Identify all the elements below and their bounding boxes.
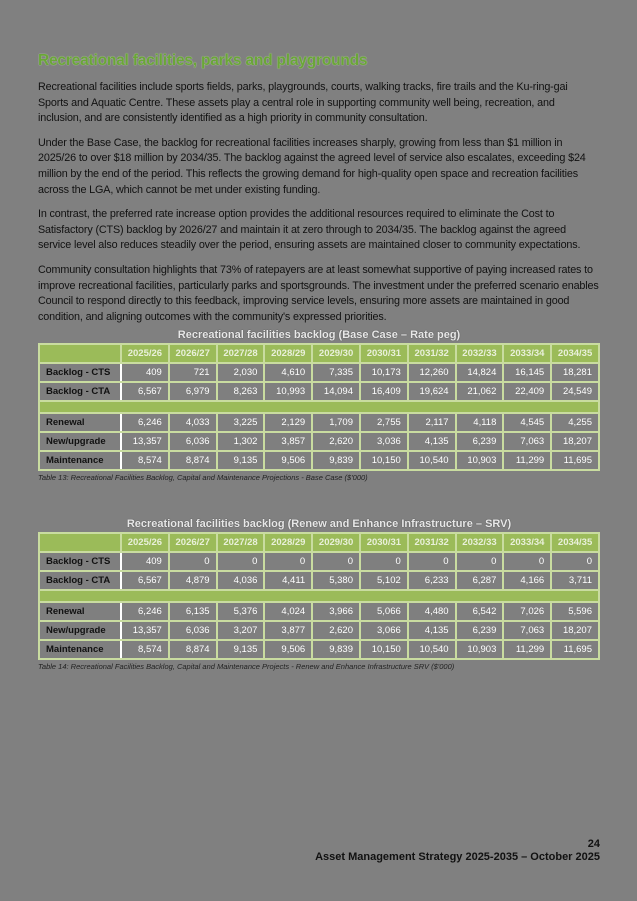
- cell-value: 12,260: [408, 363, 456, 382]
- table-row: [39, 413, 599, 432]
- cell-value: 4,036: [217, 571, 265, 590]
- cell-value: 5,102: [360, 571, 408, 590]
- column-header: 2027/28: [217, 344, 265, 363]
- paragraph-preferred-option: In contrast, the preferred rate increase option provides the additional resources required to eliminate the Cost to Satisfactory (CTS) backlog by 2026/27 and maintain it at zero through to 2034/35. The backlog against the agreed service level also reduces steadily over the period, ensuring assets are maintained closer to community expectations.: [38, 208, 581, 252]
- column-header: 2026/27: [169, 533, 217, 552]
- cell-value: 0: [360, 552, 408, 571]
- cell-value: 8,263: [217, 382, 265, 401]
- cell-value: 16,145: [503, 363, 551, 382]
- cell-value: 9,839: [312, 451, 360, 470]
- table-base-case: [38, 343, 600, 471]
- cell-value: 4,135: [408, 432, 456, 451]
- cell-value: 2,620: [312, 621, 360, 640]
- cell-value: 409: [121, 552, 169, 571]
- column-header: 2030/31: [360, 533, 408, 552]
- cell-value: 9,135: [217, 451, 265, 470]
- cell-value: 11,299: [503, 640, 551, 659]
- cell-value: 0: [503, 552, 551, 571]
- cell-value: 9,506: [264, 640, 312, 659]
- cell-value: 6,239: [456, 432, 504, 451]
- cell-value: 4,255: [551, 413, 599, 432]
- cell-value: 409: [121, 363, 169, 382]
- cell-value: 1,709: [312, 413, 360, 432]
- row-label: Backlog - CTA: [39, 571, 121, 590]
- cell-value: 11,695: [551, 451, 599, 470]
- cell-value: 6,036: [169, 621, 217, 640]
- cell-value: 4,166: [503, 571, 551, 590]
- cell-value: 8,574: [121, 640, 169, 659]
- cell-value: 7,063: [503, 621, 551, 640]
- column-header: 2032/33: [456, 533, 504, 552]
- cell-value: 10,540: [408, 451, 456, 470]
- cell-value: 5,380: [312, 571, 360, 590]
- column-header: 2028/29: [264, 344, 312, 363]
- cell-value: 6,542: [456, 602, 504, 621]
- cell-value: 3,966: [312, 602, 360, 621]
- cell-value: 3,857: [264, 432, 312, 451]
- cell-value: 7,026: [503, 602, 551, 621]
- cell-value: 5,596: [551, 602, 599, 621]
- cell-value: 10,173: [360, 363, 408, 382]
- cell-value: 14,824: [456, 363, 504, 382]
- page-footer: [315, 838, 600, 864]
- cell-value: 4,411: [264, 571, 312, 590]
- cell-value: 3,877: [264, 621, 312, 640]
- table-row: [39, 382, 599, 401]
- row-label: New/upgrade: [39, 621, 121, 640]
- cell-value: 7,063: [503, 432, 551, 451]
- table-srv-block: [38, 518, 600, 671]
- cell-value: 6,246: [121, 602, 169, 621]
- cell-value: 0: [408, 552, 456, 571]
- cell-value: 3,711: [551, 571, 599, 590]
- cell-value: 10,540: [408, 640, 456, 659]
- cell-value: 6,567: [121, 382, 169, 401]
- table-header-row: [39, 344, 599, 363]
- cell-value: 1,302: [217, 432, 265, 451]
- spacer-cell: [39, 590, 599, 602]
- paragraph-consultation: Community consultation highlights that 73% of ratepayers are at least somewhat supportive of paying increased rates to improve recreational facilities, particularly parks and sportsgrounds. The investment under the preferred scenario enables Council to respond directly to this feedback, improving service levels, ensuring more assets are maintained in good condition, and aligning outcomes with the community's expressed priorities.: [38, 263, 599, 323]
- cell-value: 0: [169, 552, 217, 571]
- section-heading: Recreational facilities, parks and playgrounds: [38, 52, 368, 69]
- cell-value: 2,117: [408, 413, 456, 432]
- cell-value: 8,874: [169, 451, 217, 470]
- cell-value: 3,036: [360, 432, 408, 451]
- cell-value: 2,755: [360, 413, 408, 432]
- row-label: Maintenance: [39, 640, 121, 659]
- table-row: [39, 621, 599, 640]
- row-label: Backlog - CTS: [39, 363, 121, 382]
- cell-value: 4,118: [456, 413, 504, 432]
- cell-value: 7,335: [312, 363, 360, 382]
- cell-value: 0: [264, 552, 312, 571]
- column-header: 2031/32: [408, 344, 456, 363]
- cell-value: 6,036: [169, 432, 217, 451]
- cell-value: 10,903: [456, 640, 504, 659]
- document-title: Asset Management Strategy 2025-2035 – October 2025: [315, 851, 600, 863]
- row-label: Backlog - CTA: [39, 382, 121, 401]
- cell-value: 6,135: [169, 602, 217, 621]
- table-title: Recreational facilities backlog (Renew and Enhance Infrastructure – SRV): [126, 518, 512, 531]
- cell-value: 6,233: [408, 571, 456, 590]
- paragraph-intro: Recreational facilities include sports fields, parks, playgrounds, courts, walking tracks, fire trails and the Ku-ring-gai Sports and Aquatic Centre. These assets play a central role in supporting community well being, recreation, and inclusion, and are consistently identified as a high priority in community consultation.: [38, 81, 568, 125]
- cell-value: 4,135: [408, 621, 456, 640]
- cell-value: 6,567: [121, 571, 169, 590]
- cell-value: 6,979: [169, 382, 217, 401]
- cell-value: 8,574: [121, 451, 169, 470]
- row-label: Maintenance: [39, 451, 121, 470]
- column-header: 2029/30: [312, 533, 360, 552]
- cell-value: 6,287: [456, 571, 504, 590]
- cell-value: 2,129: [264, 413, 312, 432]
- table-header-row: [39, 533, 599, 552]
- row-label: Backlog - CTS: [39, 552, 121, 571]
- cell-value: 16,409: [360, 382, 408, 401]
- row-label: New/upgrade: [39, 432, 121, 451]
- column-header: 2025/26: [121, 344, 169, 363]
- cell-value: 0: [456, 552, 504, 571]
- cell-value: 11,695: [551, 640, 599, 659]
- table-row: [39, 363, 599, 382]
- column-header: 2027/28: [217, 533, 265, 552]
- page-content: [38, 52, 600, 671]
- cell-value: 8,874: [169, 640, 217, 659]
- cell-value: 0: [551, 552, 599, 571]
- cell-value: 19,624: [408, 382, 456, 401]
- table-spacer-row: [39, 401, 599, 413]
- column-header: 2034/35: [551, 533, 599, 552]
- column-header: 2029/30: [312, 344, 360, 363]
- column-header: 2030/31: [360, 344, 408, 363]
- table-srv: [38, 532, 600, 660]
- column-header: [39, 533, 121, 552]
- cell-value: 6,239: [456, 621, 504, 640]
- column-header: 2031/32: [408, 533, 456, 552]
- cell-value: 9,135: [217, 640, 265, 659]
- cell-value: 4,610: [264, 363, 312, 382]
- table-row: [39, 571, 599, 590]
- table-title: Recreational facilities backlog (Base Case – Rate peg): [177, 329, 461, 342]
- column-header: 2033/34: [503, 533, 551, 552]
- page-number: 24: [587, 838, 600, 850]
- cell-value: 3,066: [360, 621, 408, 640]
- cell-value: 0: [312, 552, 360, 571]
- cell-value: 5,066: [360, 602, 408, 621]
- table-row: [39, 640, 599, 659]
- cell-value: 4,480: [408, 602, 456, 621]
- cell-value: 0: [217, 552, 265, 571]
- cell-value: 13,357: [121, 621, 169, 640]
- cell-value: 3,207: [217, 621, 265, 640]
- cell-value: 13,357: [121, 432, 169, 451]
- cell-value: 9,506: [264, 451, 312, 470]
- cell-value: 5,376: [217, 602, 265, 621]
- table-base-case-block: [38, 329, 600, 482]
- row-label: Renewal: [39, 413, 121, 432]
- cell-value: 21,062: [456, 382, 504, 401]
- cell-value: 4,033: [169, 413, 217, 432]
- spacer-cell: [39, 401, 599, 413]
- table-caption: Table 13: Recreational Facilities Backlog, Capital and Maintenance Projections - Base Case ($'000): [38, 473, 368, 483]
- cell-value: 24,549: [551, 382, 599, 401]
- column-header: 2026/27: [169, 344, 217, 363]
- cell-value: 4,879: [169, 571, 217, 590]
- column-header: 2034/35: [551, 344, 599, 363]
- table-spacer-row: [39, 590, 599, 602]
- column-header: 2028/29: [264, 533, 312, 552]
- cell-value: 18,207: [551, 432, 599, 451]
- cell-value: 18,207: [551, 621, 599, 640]
- table-row: [39, 451, 599, 470]
- cell-value: 2,620: [312, 432, 360, 451]
- table-caption: Table 14: Recreational Facilities Backlog, Capital and Maintenance Projects - Renew and Enhance Infrastructure SRV ($'000): [38, 662, 455, 672]
- cell-value: 10,993: [264, 382, 312, 401]
- row-label: Renewal: [39, 602, 121, 621]
- cell-value: 10,903: [456, 451, 504, 470]
- cell-value: 9,839: [312, 640, 360, 659]
- column-header: 2033/34: [503, 344, 551, 363]
- cell-value: 18,281: [551, 363, 599, 382]
- cell-value: 4,024: [264, 602, 312, 621]
- cell-value: 3,225: [217, 413, 265, 432]
- table-row: [39, 552, 599, 571]
- cell-value: 10,150: [360, 640, 408, 659]
- cell-value: 11,299: [503, 451, 551, 470]
- cell-value: 22,409: [503, 382, 551, 401]
- cell-value: 721: [169, 363, 217, 382]
- paragraph-base-case: Under the Base Case, the backlog for recreational facilities increases sharply, growing from less than $1 million in 2025/26 to over $18 million by 2034/35. The backlog against the agreed level of service also escalates, exceeding $24 million by the end of the period. This reflects the growing demand for high-quality open space and recreation facilities across the LGA, which cannot be met under existing funding.: [38, 136, 586, 196]
- column-header: 2025/26: [121, 533, 169, 552]
- cell-value: 14,094: [312, 382, 360, 401]
- table-row: [39, 602, 599, 621]
- table-row: [39, 432, 599, 451]
- cell-value: 2,030: [217, 363, 265, 382]
- cell-value: 10,150: [360, 451, 408, 470]
- column-header: 2032/33: [456, 344, 504, 363]
- cell-value: 6,246: [121, 413, 169, 432]
- cell-value: 4,545: [503, 413, 551, 432]
- column-header: [39, 344, 121, 363]
